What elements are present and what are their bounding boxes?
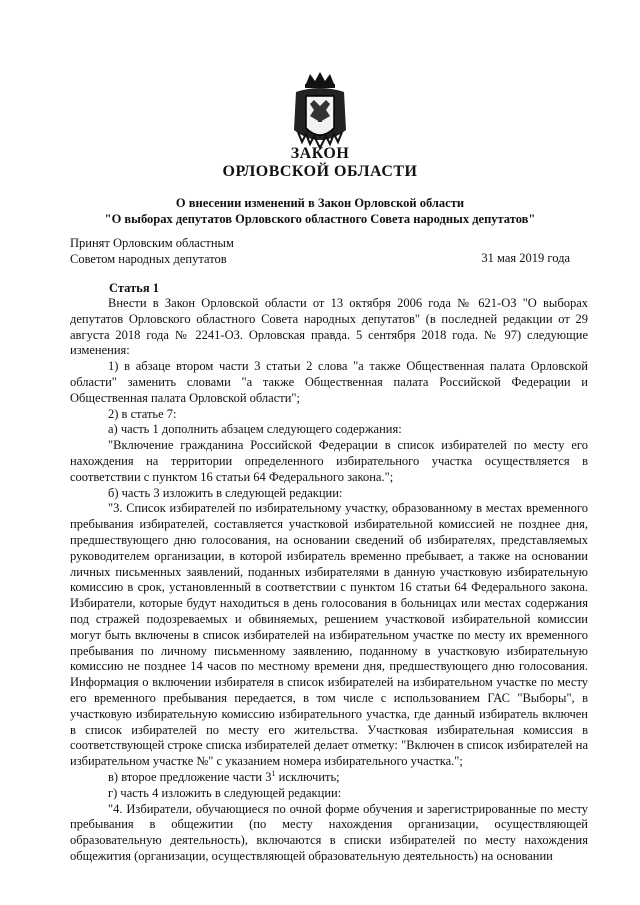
adoption-line1: Принят Орловским областным	[70, 236, 234, 250]
paragraph: "3. Список избирателей по избирательному участку, образованному в местах временного пребывания избирателей, составляется участковой избирательной комиссией не позднее дня, предшествующего дню голосования, на основании сведений об избирателях, представляемых руководителем организации, в которой избиратель временно пребывает, а также на основании личных письменных заявлений, поданных избирателями в данную участковую избирательную комиссию в срок, установленный в соответствии с пунктом 16 статьи 64 Федерального закона. Избиратели, которые будут находиться в день голосования в больницах или местах содержания под стражей подозреваемых и обвиняемых, решением участковой избирательной комиссии могут быть включены в список избирателей на избирательном участке по месту их временного пребывания по личному письменному заявлению, поданному в участковую избирательную комиссию не позднее 14 часов по местному времени дня, предшествующего дню голосования. Информация о включении избирателя в список избирателей на избирательном участке по месту его временного пребывания передается, в том числе с использованием ГАС "Выборы", в участковую избирательную комиссию избирательного участка, где данный избиратель включен в список избирателей по месту его жительства. Участковая избирательная комиссия в соответствующей строке списка избирателей делает отметку: "Включен в список избирателей на избирательном участке №" с указанием номера избирательного участка.";	[70, 501, 588, 769]
paragraph: 2) в статье 7:	[108, 406, 177, 421]
text-fragment: исключить;	[275, 769, 340, 784]
region-title: ОРЛОВСКОЙ ОБЛАСТИ	[222, 163, 418, 180]
superscript: 1	[271, 768, 276, 778]
law-subject-line2: "О выборах депутатов Орловского областного Совета народных депутатов"	[104, 212, 536, 226]
paragraph: б) часть 3 изложить в следующей редакции:	[108, 485, 343, 500]
paragraph: Внести в Закон Орловской области от 13 октября 2006 года № 621-ОЗ "О выборах депутатов Орловского областного Совета народных депутатов" (в последней редакции от 29 августа 2018 года № 2241-ОЗ. Орловская правда. 5 сентября 2018 года. № 97) следующие изменения:	[70, 296, 588, 358]
adoption-line2: Советом народных депутатов	[70, 252, 227, 266]
adoption-date: 31 мая 2019 года	[481, 251, 570, 265]
article-body	[70, 296, 588, 865]
adoption-block	[70, 235, 234, 267]
paragraph: 1) в абзаце втором части 3 статьи 2 слова "а также Общественная палата Орловской области" заменить словами "а также Общественная палата Российской Федерации и Общественная палата Орловской области";	[70, 359, 588, 405]
paragraph: "Включение гражданина Российской Федерации в список избирателей по месту его нахождения на территории определенного избирательного участка осуществляется в соответствии с пунктом 16 статьи 64 Федерального закона.";	[70, 438, 588, 484]
article-heading: Статья 1	[109, 281, 159, 295]
paragraph: г) часть 4 изложить в следующей редакции:	[108, 785, 342, 800]
paragraph: "4. Избиратели, обучающиеся по очной форме обучения и зарегистрированные по месту пребывания в общежитии (по месту нахождения организации, осуществляющей образовательную деятельность), включаются в списки избирателей по месту нахождения общежития (организации, осуществляющей образовательную деятельность) на основании	[70, 801, 588, 863]
law-title: ЗАКОН	[290, 145, 350, 162]
law-subject-line1: О внесении изменений в Закон Орловской области	[175, 196, 465, 210]
paragraph	[70, 770, 588, 786]
paragraph: а) часть 1 дополнить абзацем следующего содержания:	[108, 422, 402, 437]
text-fragment: в) второе предложение части 3	[108, 769, 272, 784]
